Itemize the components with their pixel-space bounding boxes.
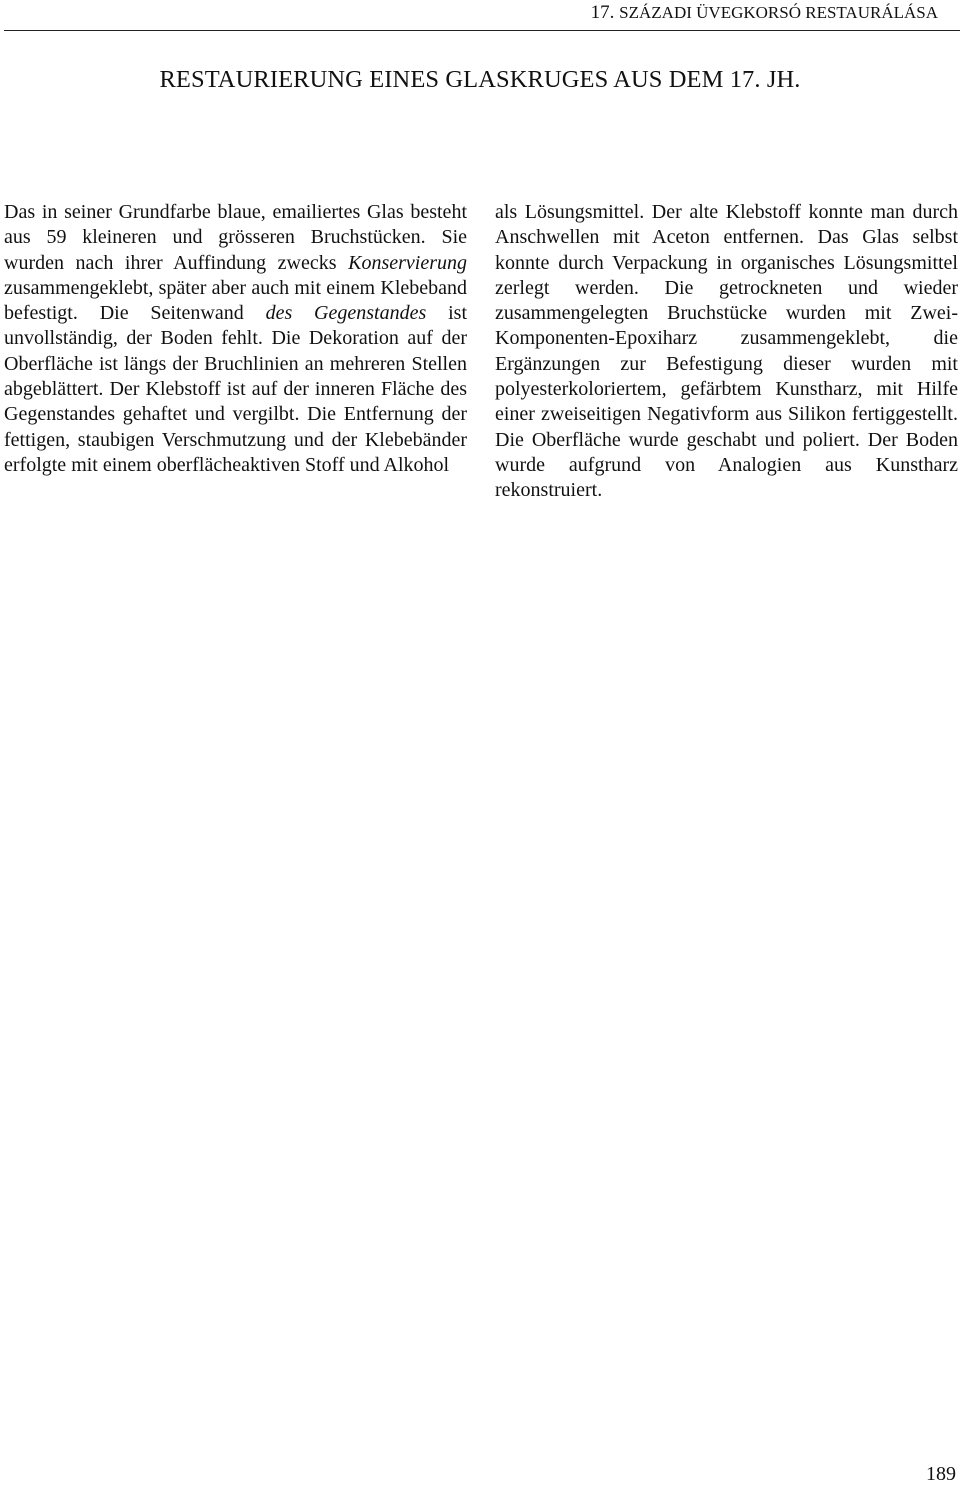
article-title: RESTAURIERUNG EINES GLASKRUGES AUS DEM 17. JH.: [159, 66, 801, 93]
right-column: [495, 200, 958, 504]
header-divider: [4, 30, 960, 31]
running-head-title: SZÁZADI ÜVEGKORSÓ RESTAURÁLÁSA: [619, 3, 938, 22]
left-italic-gegenstandes: des Gegenstandes: [265, 302, 427, 325]
left-column: [4, 200, 467, 478]
left-text-2: zusammengeklebt, später aber auch mit einem Klebeband befestigt. Die Seitenwand: [4, 276, 467, 325]
right-column-paragraph: als Lösungsmittel. Der alte Klebstoff konnte man durch Anschwellen mit Aceton entfernen. Das Glas selbst konnte durch Verpackung in organisches Lösungsmittel zerlegt werden. Die getrockneten und wieder zusammengelegten Bruchstücke wurden mit Zwei-Komponenten-Epoxiharz zusammengeklebt, die Ergänzungen zur Befestigung dieser wurden mit polyesterkoloriertem, gefärbtem Kunstharz, mit Hilfe einer zweiseitigen Negativform aus Silikon fertiggestellt. Die Oberfläche wurde geschabt und poliert. Der Boden wurde aufgrund von Analogien aus Kunstharz rekonstruiert.: [495, 201, 958, 502]
left-text-1: Das in seiner Grundfarbe blaue, emailiertes Glas besteht aus 59 kleineren und grösseren Bruchstücken. Sie wurden nach ihrer Auffindung zwecks: [4, 201, 467, 274]
left-column-paragraph: [4, 200, 467, 478]
running-head-number: 17.: [590, 2, 615, 23]
page-number: 189: [926, 1463, 956, 1485]
running-head: [591, 0, 938, 26]
left-text-3: ist unvollständig, der Boden fehlt. Die Dekoration auf der Oberfläche ist längs der Bruchlinien an mehreren Stellen abgeblättert. Der Klebstoff ist auf der inneren Fläche des Gegenstandes gehaftet und vergilbt. Die Entfernung der fettigen, staubigen Verschmutzung und der Klebebänder erfolgte mit einem oberflächeaktiven Stoff und Alkohol: [4, 302, 467, 476]
left-italic-konservierung: Konservierung: [348, 251, 467, 274]
